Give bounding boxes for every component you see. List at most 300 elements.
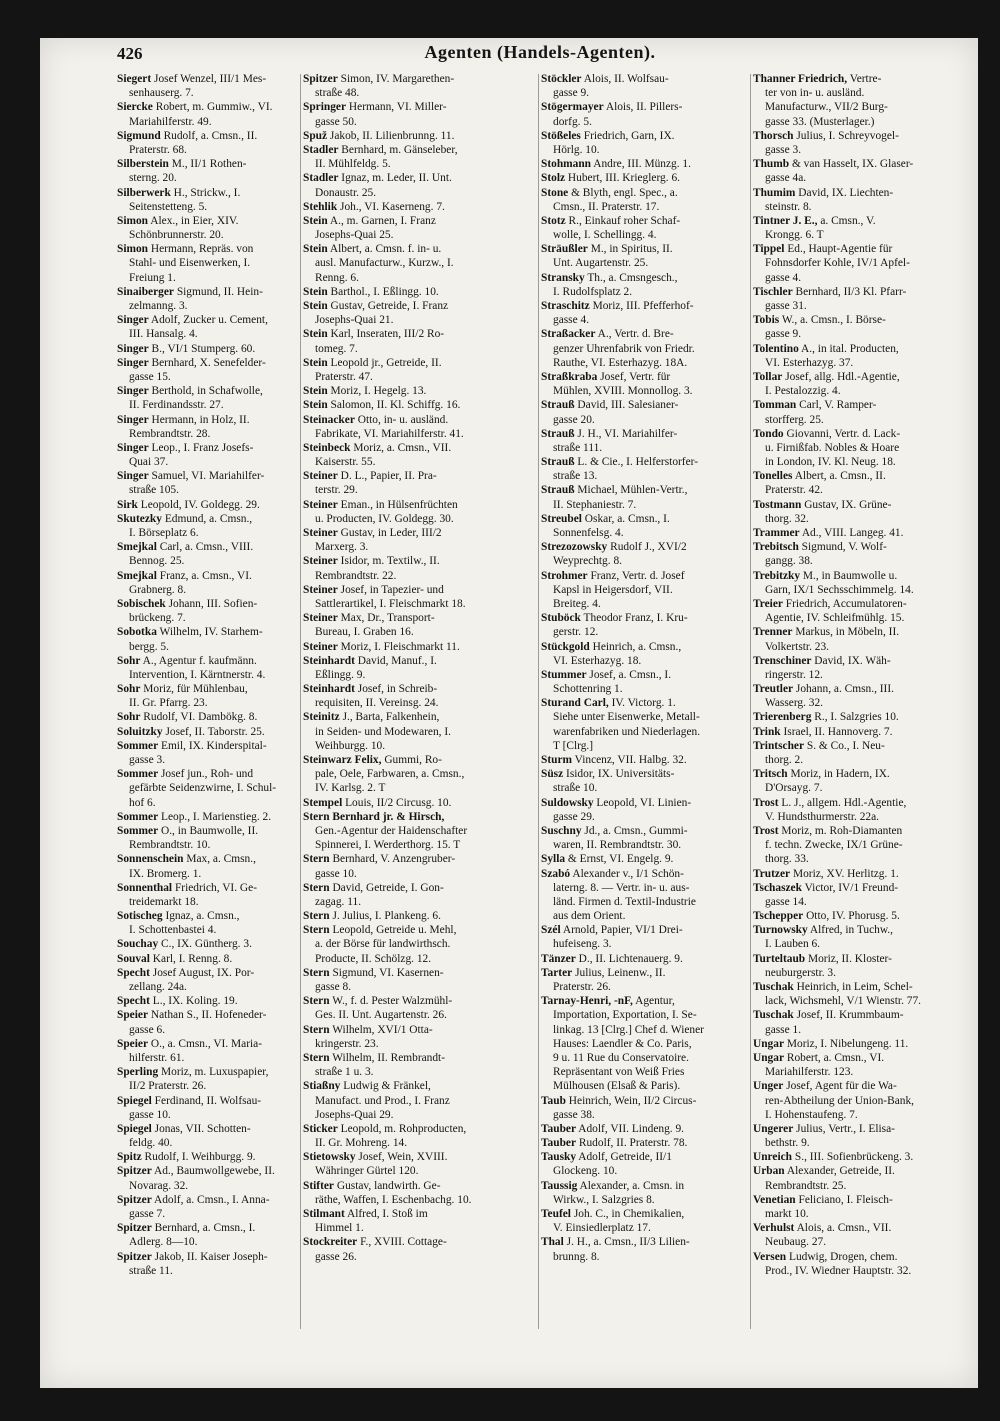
- entry-first-line: [753, 427, 967, 441]
- entry-first-line: [541, 611, 749, 625]
- entry-text: zellang. 24a.: [129, 981, 187, 993]
- entry-name: Strauß: [541, 456, 575, 469]
- entry-text: A., Agentur f. kaufmänn.: [142, 654, 257, 667]
- entry-first-line: [541, 370, 749, 384]
- entry-first-line: [541, 824, 749, 838]
- entry-name: Sticker: [303, 1122, 338, 1135]
- entry-continuation-line: [303, 1094, 537, 1108]
- entry-continuation-line: [753, 356, 967, 370]
- directory-entry: [303, 753, 537, 796]
- entry-first-line: [117, 129, 299, 143]
- entry-first-line: [753, 739, 967, 753]
- entry-name: Stockreiter: [303, 1236, 358, 1249]
- entry-continuation-line: [303, 186, 537, 200]
- directory-entry: [303, 1122, 537, 1150]
- entry-text: Josef, Vertr. für: [600, 370, 671, 383]
- entry-first-line: [117, 469, 299, 483]
- entry-continuation-line: [541, 625, 749, 639]
- entry-text: Robert, a. Cmsn., VI.: [786, 1051, 885, 1064]
- entry-first-line: [303, 441, 537, 455]
- entry-text: zagag. 11.: [315, 895, 362, 908]
- entry-text: Wilhelm, XVI/1 Otta-: [332, 1023, 433, 1036]
- entry-name: Singer: [117, 314, 149, 327]
- directory-entry: [541, 767, 749, 795]
- entry-first-line: [117, 654, 299, 668]
- entry-text: B., VI/1 Stumperg. 60.: [151, 342, 256, 355]
- directory-entry: [753, 1221, 967, 1249]
- entry-first-line: [541, 100, 749, 114]
- entry-text: Hörlg. 10.: [553, 143, 600, 156]
- directory-entry: [541, 867, 749, 924]
- entry-text: u. Producten, IV. Goldegg. 30.: [315, 512, 454, 525]
- entry-name: Sperling: [117, 1066, 159, 1079]
- directory-entry: [753, 1037, 967, 1051]
- directory-entry: [117, 441, 299, 469]
- entry-text: Josephs-Quai 25.: [315, 229, 394, 242]
- entry-name: Spitzer: [117, 1193, 152, 1206]
- entry-first-line: [753, 597, 967, 611]
- entry-text: Rudolf, VI. Dambökg. 8.: [143, 711, 258, 724]
- entry-name: Siercke: [117, 101, 153, 114]
- entry-name: Steiner: [303, 527, 338, 539]
- directory-entry: [753, 1008, 967, 1036]
- entry-name: Stuböck: [541, 612, 581, 625]
- entry-text: T [Clrg.]: [553, 739, 594, 752]
- directory-entry: [303, 299, 537, 327]
- entry-name: Spitz: [117, 1151, 142, 1164]
- entry-first-line: [117, 909, 299, 923]
- entry-name: Spiegel: [117, 1094, 152, 1107]
- entry-first-line: [117, 597, 299, 611]
- entry-text: Heinrich, in Leim, Schel-: [796, 981, 913, 993]
- entry-name: Singer: [117, 385, 149, 398]
- directory-entry: [541, 1207, 749, 1235]
- directory-entry: [117, 384, 299, 412]
- entry-text: tomeg. 7.: [315, 342, 358, 355]
- entry-name: Steiner: [303, 555, 338, 568]
- directory-entry: [541, 299, 749, 327]
- entry-first-line: [117, 710, 299, 724]
- entry-text: Bernhard, m. Gänseleber,: [341, 143, 458, 156]
- entry-continuation-line: [541, 1079, 749, 1093]
- entry-continuation-line: [541, 1164, 749, 1178]
- entry-first-line: [753, 1051, 967, 1065]
- entry-name: Unger: [753, 1080, 784, 1093]
- entry-text: Bernhard, X. Senefelder-: [151, 356, 266, 369]
- directory-entry: [303, 1207, 537, 1235]
- entry-text: Bernhard, V. Anzengruber-: [332, 853, 456, 866]
- entry-continuation-line: [541, 228, 749, 242]
- entry-name: Suschny: [541, 824, 582, 837]
- directory-entry: [303, 583, 537, 611]
- entry-continuation-line: [117, 554, 299, 568]
- directory-entry: [753, 1079, 967, 1122]
- directory-entry: [541, 129, 749, 157]
- entry-text: Hermann, VI. Miller-: [348, 101, 447, 114]
- entry-continuation-line: [303, 895, 537, 909]
- entry-text: Salomon, II. Kl. Schiffg. 16.: [330, 399, 461, 412]
- directory-entry: [303, 384, 537, 398]
- entry-text: I. Hohenstaufeng. 7.: [765, 1108, 858, 1121]
- entry-text: Währinger Gürtel 120.: [315, 1165, 419, 1178]
- entry-name: Sturand Carl,: [541, 697, 609, 710]
- entry-continuation-line: [117, 299, 299, 313]
- entry-text: Bennog. 25.: [129, 555, 185, 568]
- directory-entry: [753, 980, 967, 1008]
- entry-continuation-line: [117, 1079, 299, 1093]
- entry-continuation-line: [117, 1264, 299, 1278]
- entry-first-line: [541, 668, 749, 682]
- entry-text: u. Firnißfab. Nobles & Hoare: [765, 441, 900, 454]
- entry-continuation-line: [753, 640, 967, 654]
- entry-name: Streubel: [541, 512, 582, 525]
- entry-text: straße 11.: [129, 1264, 173, 1277]
- directory-entry: [541, 370, 749, 398]
- entry-first-line: [541, 398, 749, 412]
- entry-text: Wasserg. 32.: [765, 697, 824, 710]
- entry-text: Repräsentant von Weiß Fries: [553, 1066, 685, 1079]
- entry-name: Steiner: [303, 470, 338, 483]
- entry-first-line: [303, 526, 537, 540]
- entry-name: Steiner: [303, 583, 338, 596]
- entry-text: Ignaz, a. Cmsn.,: [165, 910, 240, 923]
- directory-entry: [117, 413, 299, 441]
- entry-text: & Ernst, VI. Engelg. 9.: [567, 853, 674, 866]
- entry-text: Andre, III. Münzg. 1.: [593, 158, 691, 171]
- entry-text: Adolf, a. Cmsn., I. Anna-: [154, 1193, 270, 1206]
- entry-text: wolle, I. Schellingg. 4.: [553, 229, 657, 242]
- entry-continuation-line: [303, 725, 537, 739]
- entry-text: Alexander v., I/1 Schön-: [572, 867, 684, 880]
- entry-first-line: [303, 1023, 537, 1037]
- entry-text: D., II. Lichtenauerg. 9.: [578, 952, 683, 965]
- entry-name: Stöckler: [541, 73, 582, 85]
- entry-text: Schottenring 1.: [553, 683, 623, 696]
- entry-first-line: [117, 952, 299, 966]
- entry-continuation-line: [303, 86, 537, 100]
- directory-entry: [117, 540, 299, 568]
- entry-continuation-line: [303, 370, 537, 384]
- entry-continuation-line: [117, 86, 299, 100]
- entry-name: Stilmant: [303, 1208, 345, 1220]
- entry-text: J. H., VI. Mariahilfer-: [577, 427, 678, 440]
- entry-continuation-line: [541, 937, 749, 951]
- entry-text: V. Hundsthurmerstr. 22a.: [765, 810, 880, 823]
- directory-entry: [753, 313, 967, 341]
- entry-name: Trost: [753, 796, 779, 809]
- entry-name: Sträußler: [541, 243, 588, 256]
- entry-name: Straßkraba: [541, 370, 598, 383]
- entry-text: storfferg. 25.: [765, 413, 824, 426]
- directory-entry: [753, 342, 967, 370]
- entry-text: Freiung 1.: [129, 271, 176, 284]
- directory-entry: [117, 1094, 299, 1122]
- entry-text: genzer Uhrenfabrik von Friedr.: [553, 342, 695, 355]
- directory-entry: [541, 398, 749, 426]
- entry-continuation-line: [541, 143, 749, 157]
- entry-continuation-line: [303, 228, 537, 242]
- entry-name: Tausky: [541, 1151, 577, 1164]
- entry-text: terstr. 29.: [315, 484, 358, 497]
- entry-continuation-line: [303, 1008, 537, 1022]
- entry-text: Leopold, IV. Goldegg. 29.: [140, 498, 260, 511]
- entry-first-line: [303, 72, 537, 86]
- column-3: [541, 72, 749, 1332]
- entry-text: Carl, V. Ramper-: [799, 399, 877, 412]
- entry-text: Rembrandtstr. 10.: [129, 839, 211, 852]
- entry-text: Josef, a. Cmsn., I.: [589, 668, 672, 681]
- entry-continuation-line: [117, 171, 299, 185]
- entry-text: Prod., IV. Wiedner Hauptstr. 32.: [765, 1264, 912, 1277]
- entry-continuation-line: [753, 483, 967, 497]
- entry-text: kringerstr. 23.: [315, 1037, 379, 1050]
- entry-text: Josef, Agent für die Wa-: [786, 1080, 897, 1093]
- entry-text: Stahl- und Eisenwerken, I.: [129, 257, 251, 270]
- directory-entry: [117, 937, 299, 951]
- entry-text: Ad., Baumwollgewebe, II.: [154, 1165, 275, 1178]
- entry-name: Thumim: [753, 186, 796, 199]
- directory-entry: [753, 767, 967, 795]
- entry-first-line: [117, 725, 299, 739]
- entry-text: Johann, a. Cmsn., III.: [795, 683, 894, 696]
- entry-first-line: [541, 455, 749, 469]
- entry-text: straße 13.: [553, 470, 598, 483]
- entry-first-line: [117, 498, 299, 512]
- entry-text: J. Julius, I. Plankeng. 6.: [332, 910, 441, 923]
- entry-continuation-line: [753, 696, 967, 710]
- entry-first-line: [753, 129, 967, 143]
- directory-entry: [753, 625, 967, 653]
- entry-first-line: [541, 952, 749, 966]
- entry-text: a. Cmsn., V.: [820, 214, 876, 227]
- entry-continuation-line: [541, 554, 749, 568]
- entry-text: linkag. 13 [Clrg.] Chef d. Wiener: [553, 1023, 704, 1036]
- entry-first-line: [117, 994, 299, 1008]
- entry-text: Rudolf, I. Weihburgg. 9.: [144, 1151, 256, 1164]
- entry-text: Joh., VI. Kaserneng. 7.: [340, 200, 445, 213]
- entry-text: Max, a. Cmsn.,: [186, 853, 256, 866]
- entry-text: Isidor, IX. Universitäts-: [566, 768, 675, 781]
- directory-entry: [541, 696, 749, 753]
- entry-continuation-line: [117, 483, 299, 497]
- directory-entry: [117, 72, 299, 100]
- directory-entry: [303, 441, 537, 469]
- entry-first-line: [303, 1051, 537, 1065]
- entry-first-line: [541, 1122, 749, 1136]
- entry-name: Stein: [303, 328, 328, 341]
- entry-text: Oskar, a. Cmsn., I.: [584, 512, 670, 525]
- entry-continuation-line: [753, 441, 967, 455]
- entry-text: Th., a. Cmsngesch.,: [587, 271, 678, 284]
- entry-text: Glockeng. 10.: [553, 1165, 618, 1178]
- entry-name: Stern Bernhard jr. & Hirsch,: [303, 810, 445, 823]
- entry-continuation-line: [117, 1051, 299, 1065]
- entry-name: Turteltaub: [753, 952, 806, 965]
- entry-text: Garn, IX/1 Sechsschimmelg. 14.: [765, 583, 914, 596]
- entry-first-line: [541, 129, 749, 143]
- directory-entry: [117, 597, 299, 625]
- directory-entry: [303, 413, 537, 441]
- entry-continuation-line: [303, 824, 537, 838]
- entry-name: Sonnenthal: [117, 881, 173, 894]
- directory-entry: [117, 186, 299, 214]
- entry-continuation-line: [753, 1179, 967, 1193]
- entry-text: gasse 1.: [765, 1023, 802, 1036]
- entry-text: hilferstr. 61.: [129, 1051, 185, 1064]
- entry-name: Tischler: [753, 285, 793, 298]
- directory-entry: [303, 1150, 537, 1178]
- entry-first-line: [753, 1164, 967, 1178]
- entry-name: Springer: [303, 101, 347, 114]
- entry-text: W., a. Cmsn., I. Börse-: [781, 314, 886, 327]
- directory-entry: [541, 171, 749, 185]
- entry-text: M., in Baumwolle u.: [802, 569, 898, 582]
- entry-text: Praterstr. 42.: [765, 484, 823, 497]
- entry-first-line: [117, 937, 299, 951]
- entry-text: zelmanng. 3.: [129, 300, 188, 312]
- entry-first-line: [117, 767, 299, 781]
- entry-text: Franz, a. Cmsn., VI.: [159, 569, 252, 582]
- entry-name: Steinwarz Felix,: [303, 754, 382, 766]
- entry-continuation-line: [541, 781, 749, 795]
- entry-name: Tuschak: [753, 981, 794, 993]
- entry-name: Singer: [117, 342, 149, 355]
- entry-name: Strohmer: [541, 569, 588, 582]
- entry-text: thorg. 33.: [765, 853, 809, 866]
- entry-text: senhauserg. 7.: [129, 87, 194, 100]
- entry-text: a. der Börse für landwirthsch.: [315, 938, 451, 951]
- entry-text: Feliciano, I. Fleisch-: [798, 1193, 893, 1206]
- entry-text: Joh. C., in Chemikalien,: [573, 1208, 685, 1220]
- entry-name: Speier: [117, 1037, 149, 1050]
- entry-text: Jd., a. Cmsn., Gummi-: [584, 824, 688, 837]
- entry-continuation-line: [753, 1235, 967, 1249]
- directory-entry: [753, 1150, 967, 1164]
- entry-text: gasse 3.: [765, 143, 802, 156]
- entry-name: Szél: [541, 924, 561, 937]
- entry-name: Steiner: [303, 498, 338, 511]
- entry-name: Sobischek: [117, 597, 166, 610]
- entry-name: Trierenberg: [753, 711, 812, 724]
- directory-entry: [541, 1094, 749, 1122]
- entry-first-line: [117, 625, 299, 639]
- entry-name: Sigmund: [117, 129, 161, 142]
- entry-name: Stohmann: [541, 158, 592, 171]
- directory-entry: [753, 597, 967, 625]
- entry-name: Ungerer: [753, 1122, 794, 1135]
- entry-text: laterng. 8. — Vertr. in- u. aus-: [553, 881, 690, 894]
- entry-continuation-line: [117, 1108, 299, 1122]
- directory-entry: [303, 909, 537, 923]
- directory-entry: [541, 483, 749, 511]
- entry-first-line: [303, 242, 537, 256]
- entry-first-line: [541, 427, 749, 441]
- entry-text: I. Pestalozzig. 4.: [765, 385, 841, 398]
- entry-name: Stietowsky: [303, 1151, 356, 1164]
- entry-continuation-line: [303, 1108, 537, 1122]
- entry-name: Stößeles: [541, 129, 581, 142]
- directory-entry: [541, 1136, 749, 1150]
- entry-name: Strauß: [541, 427, 575, 440]
- directory-entry: [541, 271, 749, 299]
- entry-text: gasse 38.: [553, 1108, 595, 1121]
- entry-name: Sohr: [117, 654, 141, 667]
- entry-name: Tuschak: [753, 1009, 794, 1022]
- entry-first-line: [303, 682, 537, 696]
- directory-entry: [541, 952, 749, 966]
- entry-text: Intervention, I. Kärntnerstr. 4.: [129, 668, 266, 681]
- entry-text: Moriz, m. Roh-Diamanten: [781, 824, 903, 837]
- entry-first-line: [303, 143, 537, 157]
- entry-name: Teufel: [541, 1208, 571, 1220]
- entry-text: David, Getreide, I. Gon-: [332, 881, 444, 894]
- entry-text: Hermann, Repräs. von: [150, 243, 254, 256]
- entry-text: gasse 15.: [129, 370, 171, 383]
- entry-first-line: [303, 881, 537, 895]
- directory-entry: [117, 1122, 299, 1150]
- directory-entry: [541, 242, 749, 270]
- entry-name: Spuž: [303, 129, 328, 142]
- entry-continuation-line: [753, 143, 967, 157]
- entry-text: Markus, in Möbeln, II.: [795, 626, 900, 639]
- entry-first-line: [117, 384, 299, 398]
- entry-name: Szabó: [541, 867, 571, 880]
- entry-continuation-line: [541, 838, 749, 852]
- entry-text: Alois, II. Pillers-: [605, 101, 683, 114]
- entry-continuation-line: [303, 1065, 537, 1079]
- entry-name: Trenner: [753, 626, 793, 639]
- entry-first-line: [541, 994, 749, 1008]
- entry-text: Otto, IV. Phorusg. 5.: [806, 910, 900, 923]
- directory-entry: [117, 852, 299, 880]
- entry-name: Steinbeck: [303, 441, 351, 454]
- directory-entry: [541, 157, 749, 171]
- entry-continuation-line: [541, 313, 749, 327]
- entry-text: Barthol., I. Eßlingg. 10.: [330, 285, 439, 298]
- entry-first-line: [541, 72, 749, 86]
- entry-first-line: [117, 810, 299, 824]
- entry-first-line: [303, 384, 537, 398]
- entry-first-line: [541, 483, 749, 497]
- entry-continuation-line: [303, 256, 537, 270]
- entry-name: Simon: [117, 214, 149, 227]
- directory-entry: [541, 824, 749, 852]
- entry-name: Sotischeg: [117, 910, 163, 923]
- entry-first-line: [541, 923, 749, 937]
- column-2: [303, 72, 537, 1332]
- entry-text: gasse 50.: [315, 115, 357, 128]
- entry-text: W., f. d. Pester Walzmühl-: [332, 995, 453, 1008]
- entry-name: Singer: [117, 413, 149, 426]
- entry-first-line: [753, 1193, 967, 1207]
- entry-first-line: [117, 824, 299, 838]
- entry-continuation-line: [117, 781, 299, 795]
- entry-continuation-line: [541, 682, 749, 696]
- entry-first-line: [303, 129, 537, 143]
- entry-text: Eman., in Hülsenfrüchten: [340, 498, 458, 511]
- entry-text: f. techn. Zwecke, IX/1 Grüne-: [765, 839, 903, 852]
- entry-text: Ludwig, Drogen, chem.: [788, 1250, 898, 1263]
- entry-text: Neubaug. 27.: [765, 1236, 827, 1249]
- entry-text: Moriz, I. Nibelungeng. 11.: [786, 1037, 909, 1050]
- directory-entry: [753, 923, 967, 951]
- directory-entry: [541, 1122, 749, 1136]
- entry-text: Moriz, XV. Herlitzg. 1.: [792, 867, 899, 880]
- entry-continuation-line: [117, 611, 299, 625]
- entry-text: Ad., VIII. Langeg. 41.: [801, 527, 904, 539]
- entry-first-line: [303, 994, 537, 1008]
- entry-continuation-line: [541, 1008, 749, 1022]
